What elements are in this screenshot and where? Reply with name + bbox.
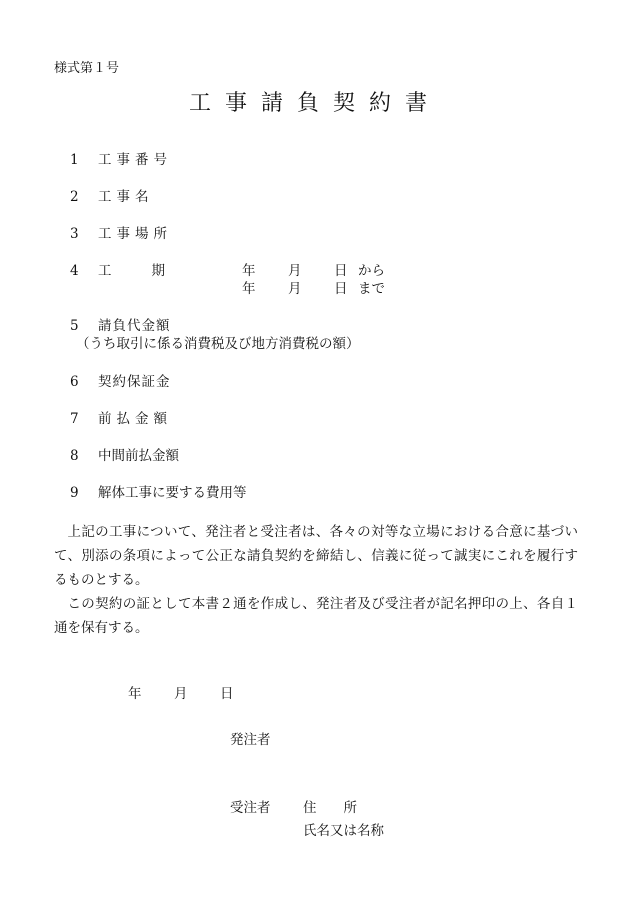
item-number: 6 (70, 374, 79, 390)
period-to: まで (358, 281, 385, 297)
item-demolition-cost (70, 481, 247, 501)
signing-date (128, 682, 234, 702)
item-label: 工事番号 (98, 152, 172, 168)
item-label: 中間前払金額 (98, 448, 179, 464)
date-year: 年 (128, 686, 142, 702)
period-start-row (242, 259, 385, 279)
orderer-label: 発注者 (230, 732, 271, 748)
item-label: 工事名 (98, 189, 154, 205)
item-number: 8 (70, 448, 79, 464)
item-construction-period (70, 259, 205, 279)
paragraph-copies: この契約の証として本書２通を作成し、発注者及び受注者が記名押印の上、各自１通を保有する。 (54, 596, 578, 636)
item-number: 1 (70, 152, 79, 168)
date-month: 月 (174, 686, 188, 702)
date-day: 日 (220, 686, 234, 702)
item-label: 工事場所 (98, 226, 172, 242)
paragraph-agreement: 上記の工事について、発注者と受注者は、各々の対等な立場における合意に基づいて、別添の条項によって公正な請負契約を締結し、信義に従って誠実にこれを履行するものとする。 (54, 524, 578, 588)
contractor-address-label: 住 所 (303, 800, 357, 816)
item-label: 解体工事に要する費用等 (98, 485, 247, 501)
period-start-day: 日 (334, 263, 348, 279)
item-construction-name (70, 185, 154, 205)
item-number: 3 (70, 226, 79, 242)
item-number: 2 (70, 189, 79, 205)
period-end-month: 月 (288, 281, 302, 297)
item-number: 5 (70, 318, 79, 334)
item-label: 工期 (98, 263, 205, 279)
item-label: 契約保証金 (98, 374, 171, 390)
item5-tax-note: （うち取引に係る消費税及び地方消費税の額） (76, 336, 360, 352)
contractor-label: 受注者 (230, 800, 271, 816)
contract-body (54, 520, 578, 640)
item-number: 7 (70, 411, 79, 427)
item-label: 前払金額 (98, 411, 172, 427)
period-end-day: 日 (334, 281, 348, 297)
item-number: 4 (70, 263, 79, 279)
period-start-month: 月 (288, 263, 302, 279)
period-from: から (358, 263, 385, 279)
item-advance-payment (70, 407, 172, 427)
item-interim-advance (70, 444, 179, 464)
document-title: 工事請負契約書 (188, 91, 441, 116)
form-number: 様式第１号 (54, 61, 120, 76)
item-label: 請負代金額 (98, 318, 171, 334)
item-contract-amount (70, 314, 171, 334)
item-number: 9 (70, 485, 79, 501)
contractor-name-label: 氏名又は名称 (303, 823, 384, 839)
item-construction-site (70, 222, 172, 242)
item-contract-deposit (70, 370, 171, 390)
period-end-row (242, 277, 385, 297)
period-start-year: 年 (242, 263, 256, 279)
period-end-year: 年 (242, 281, 256, 297)
item-construction-number (70, 148, 172, 168)
